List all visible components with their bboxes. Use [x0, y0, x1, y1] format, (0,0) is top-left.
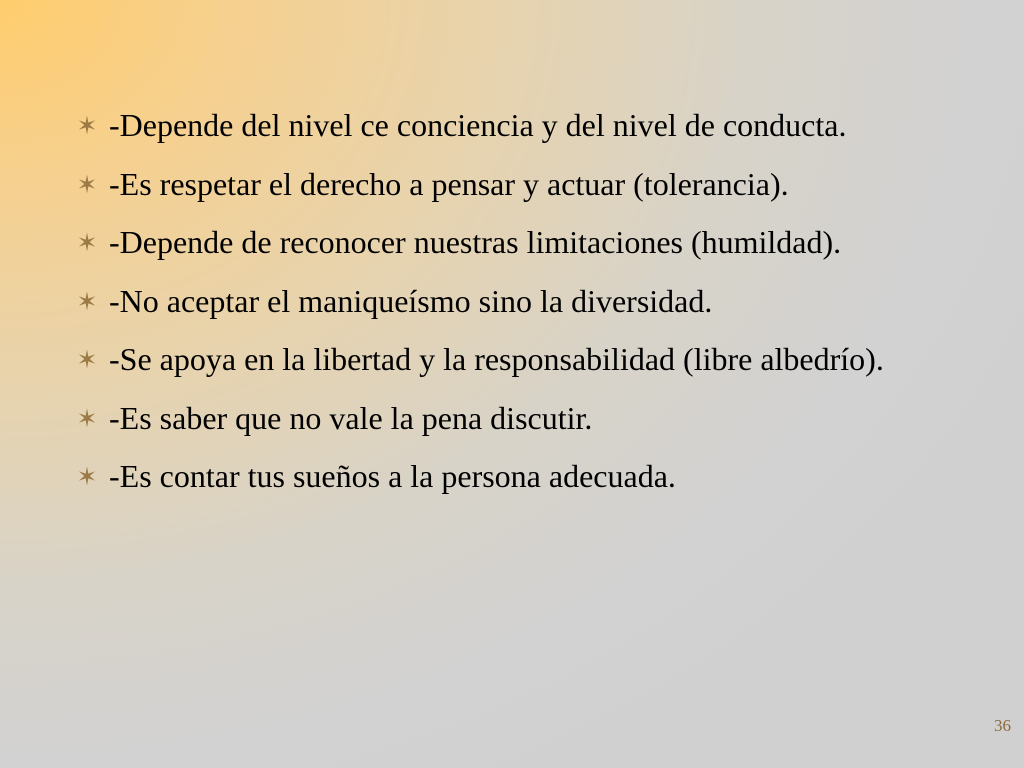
six-point-star-icon: [76, 162, 98, 206]
bullet-text: -Se apoya en la libertad y la responsabilidad (libre albedrío).: [109, 341, 884, 377]
bullet-text: -Depende de reconocer nuestras limitaciones (humildad).: [109, 224, 842, 260]
bullet-text: -Es saber que no vale la pena discutir.: [109, 399, 593, 436]
page-number: 36: [994, 716, 1011, 735]
six-point-star-icon: [76, 220, 98, 264]
six-point-star-icon: [76, 396, 98, 440]
bullet-text: -No aceptar el maniqueísmo sino la diversidad.: [109, 282, 713, 319]
bullet-text: -Depende del nivel ce conciencia y del nivel de conducta.: [109, 107, 847, 143]
bullet-item: [76, 396, 944, 440]
bullet-item: [76, 162, 944, 206]
bullet-item: [76, 103, 944, 147]
six-point-star-icon: [76, 337, 98, 381]
bullet-item: [76, 279, 944, 323]
six-point-star-icon: [76, 454, 98, 498]
bullet-item: [76, 337, 944, 381]
bullet-text: -Es contar tus sueños a la persona adecuada.: [109, 458, 676, 494]
bullet-item: [76, 220, 944, 264]
six-point-star-icon: [76, 103, 98, 147]
six-point-star-icon: [76, 279, 98, 323]
bullet-list: [76, 103, 944, 498]
bullet-item: [76, 454, 944, 498]
bullet-text: -Es respetar el derecho a pensar y actuar (tolerancia).: [109, 165, 789, 202]
